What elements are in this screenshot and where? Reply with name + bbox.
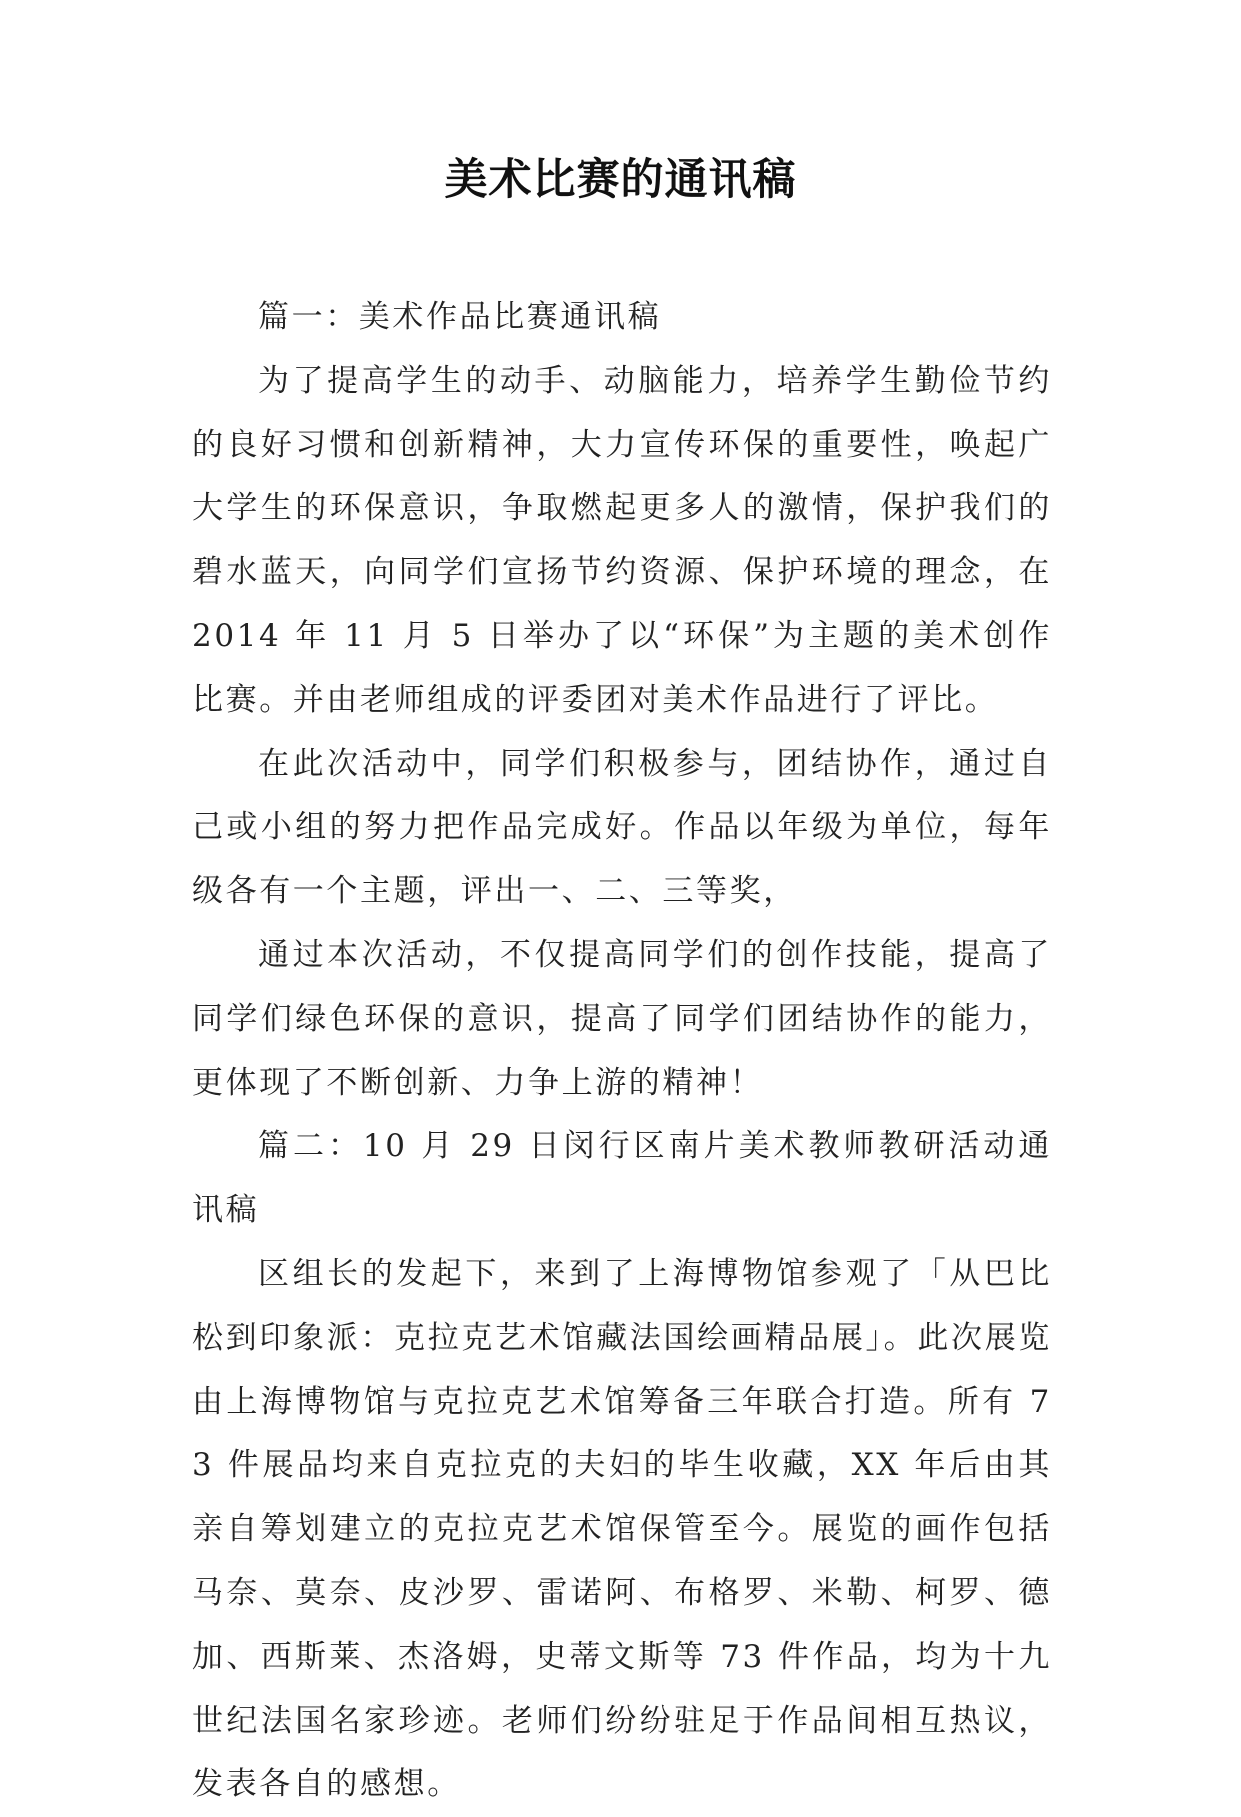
body-paragraph: 为了提高学生的动手、动脑能力，培养学生勤俭节约的良好习惯和创新精神，大力宣传环保的重要性，唤起广大学生的环保意识，争取燃起更多人的激情，保护我们的碧水蓝天，向同学们宣扬节约资源、保护环境的理念，在 2014 年 11 月 5 日举办了以“环保”为主题的美术创作比赛。并由老师组成的评委团对美术作品进行了评比。 xyxy=(192,362,1052,718)
section-two-heading: 篇二：10 月 29 日闵行区南片美术教师教研活动通讯稿 xyxy=(192,1128,1052,1229)
body-paragraph: 在此次活动中，同学们积极参与，团结协作，通过自己或小组的努力把作品完成好。作品以年级为单位，每年级各有一个主题，评出一、二、三等奖， xyxy=(192,745,1052,910)
body-paragraph: 区组长的发起下，来到了上海博物馆参观了「从巴比松到印象派：克拉克艺术馆藏法国绘画精品展」。此次展览由上海博物馆与克拉克艺术馆筹备三年联合打造。所有 73 件展品均来自克拉克的夫妇的毕生收藏，XX 年后由其亲自筹划建立的克拉克艺术馆保管至今。展览的画作包括马奈、莫奈、皮沙罗、雷诺阿、布格罗、米勒、柯罗、德加、西斯莱、杰洛姆，史蒂文斯等 73 件作品，均为十九世纪法国名家珍迹。老师们纷纷驻足于作品间相互热议，发表各自的感想。 xyxy=(192,1255,1052,1803)
body-paragraph: 通过本次活动，不仅提高同学们的创作技能，提高了同学们绿色环保的意识，提高了同学们团结协作的能力，更体现了不断创新、力争上游的精神！ xyxy=(192,936,1052,1101)
document-title: 美术比赛的通讯稿 xyxy=(444,155,797,205)
document-body xyxy=(192,286,1052,1817)
section-one-heading: 篇一：美术作品比赛通讯稿 xyxy=(258,299,662,335)
